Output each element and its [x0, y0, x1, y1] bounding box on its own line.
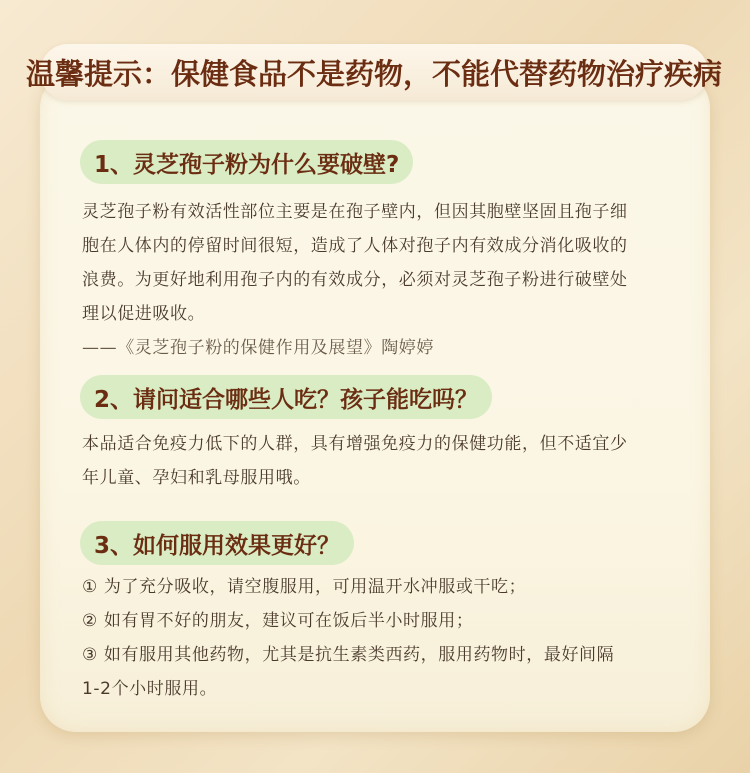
section-2-line: 年儿童、孕妇和乳母服用哦。	[82, 468, 311, 488]
section-3-body	[82, 570, 682, 706]
section-3-heading: 3、如何服用效果更好？	[94, 532, 341, 559]
section-1-line: 灵芝孢子粉有效活性部位主要是在孢子壁内，但因其胞壁坚固且孢子细	[82, 202, 628, 222]
section-1-line: 浪费。为更好地利用孢子内的有效成分，必须对灵芝孢子粉进行破壁处	[82, 270, 628, 290]
warning-banner	[26, 44, 723, 100]
section-1-citation: ——《灵芝孢子粉的保健作用及展望》陶婷婷	[82, 338, 434, 358]
section-3-line: ② 如有胃不好的朋友，建议可在饭后半小时服用；	[82, 611, 474, 631]
section-2-line: 本品适合免疫力低下的人群，具有增强免疫力的保健功能，但不适宜少	[82, 434, 628, 454]
section-3-line: ③ 如有服用其他药物，尤其是抗生素类西药，服用药物时，最好间隔	[82, 645, 615, 665]
section-2-heading-pill	[80, 375, 492, 419]
section-3-line: ① 为了充分吸收，请空腹服用，可用温开水冲服或干吃；	[82, 577, 527, 597]
section-2-body	[82, 427, 682, 495]
warning-text: 温馨提示：保健食品不是药物，不能代替药物治疗疾病	[26, 56, 723, 91]
section-3-heading-pill	[80, 521, 354, 565]
section-1-line: 胞在人体内的停留时间很短，造成了人体对孢子内有效成分消化吸收的	[82, 236, 628, 256]
section-1-body	[82, 195, 682, 365]
section-1-line: 理以促进吸收。	[82, 304, 206, 324]
section-2-heading: 2、请问适合哪些人吃？孩子能吃吗？	[94, 386, 479, 413]
section-1-heading-pill	[80, 140, 413, 184]
section-1-heading: 1、灵芝孢子粉为什么要破壁?	[94, 151, 400, 178]
section-3-line: 1-2个小时服用。	[82, 679, 218, 699]
